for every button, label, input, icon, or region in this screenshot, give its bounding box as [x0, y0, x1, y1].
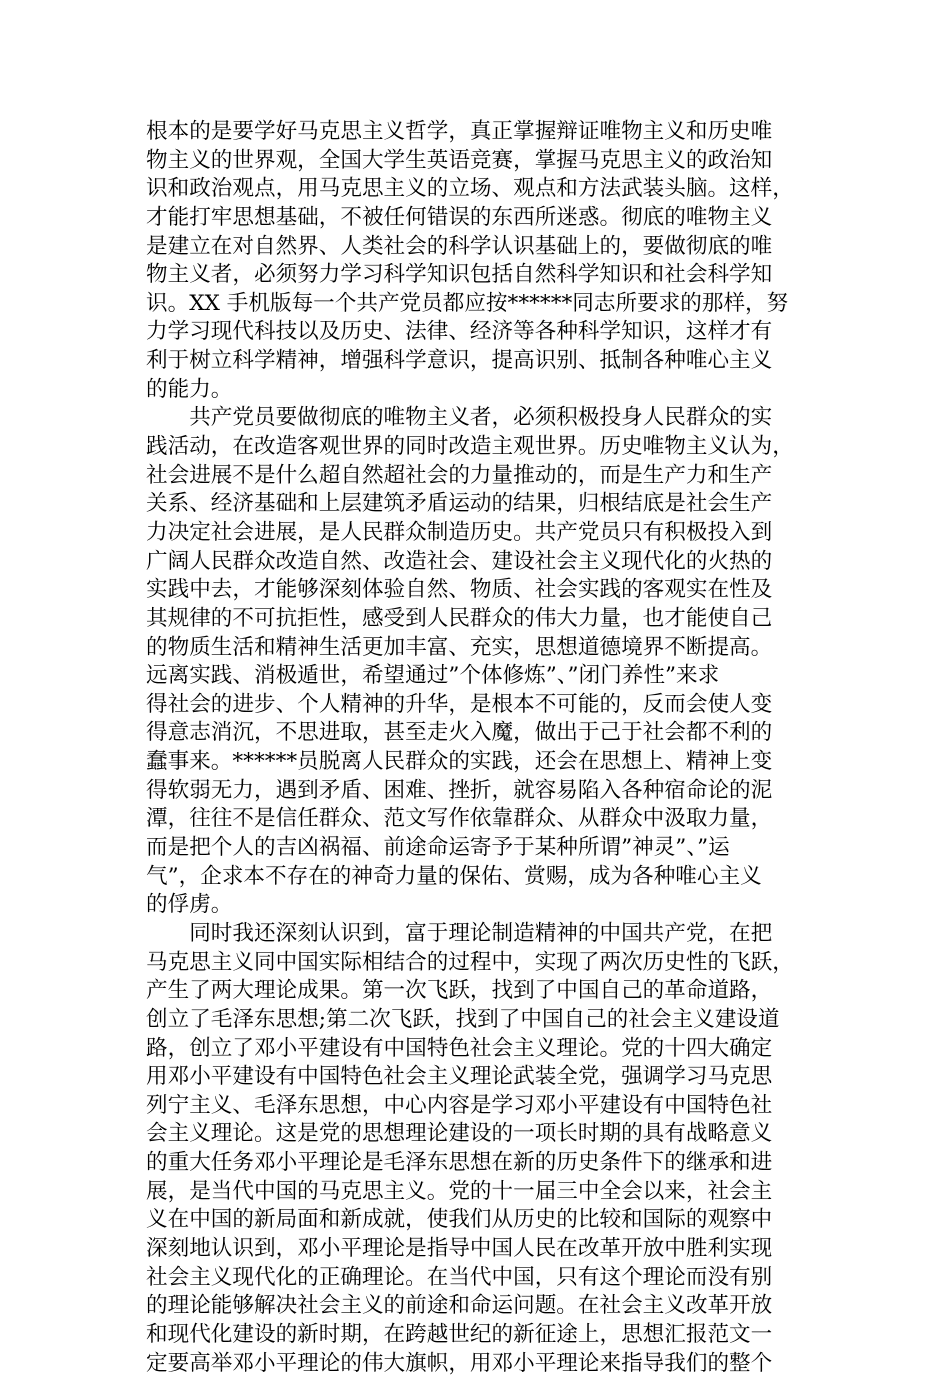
- text-line: 广阔人民群众改造自然、改造社会、建设社会主义现代化的火热的: [146, 548, 773, 574]
- text-line: 力学习现代科技以及历史、法律、经济等各种科学知识，这样才有: [146, 319, 773, 345]
- text-line: 会主义理论。这是党的思想理论建设的一项长时期的具有战略意义: [146, 1121, 773, 1147]
- text-line: 深刻地认识到，邓小平理论是指导中国人民在改革开放中胜利实现: [146, 1235, 773, 1261]
- text-line: 才能打牢思想基础，不被任何错误的东西所迷惑。彻底的唯物主义: [146, 204, 773, 230]
- text-line: 物主义者，必须努力学习科学知识包括自然科学知识和社会科学知: [146, 262, 773, 288]
- text-line: 远离实践、消极遁世，希望通过”个体修炼”、”闭门养性”来求: [146, 663, 720, 689]
- text-line: 列宁主义、毛泽东思想，中心内容是学习邓小平建设有中国特色社: [146, 1092, 773, 1118]
- paragraph-1: [146, 118, 811, 404]
- text-line: 得意志消沉，不思进取，甚至走火入魔，做出于己于社会都不利的: [146, 720, 773, 746]
- text-line: 社会进展不是什么超自然超社会的力量推动的，而是生产力和生产: [146, 462, 773, 488]
- text-line: 物主义的世界观，全国大学生英语竞赛，掌握马克思主义的政治知: [146, 147, 773, 173]
- text-line: 共产党员要做彻底的唯物主义者，必须积极投身人民群众的实: [146, 405, 773, 431]
- text-line: 路，创立了邓小平建设有中国特色社会主义理论。党的十四大确定: [146, 1035, 773, 1061]
- text-line: 社会主义现代化的正确理论。在当代中国，只有这个理论而没有别: [146, 1264, 773, 1290]
- text-line: 识。XX 手机版每一个共产党员都应按******同志所要求的那样，努: [146, 290, 789, 316]
- text-line: 马克思主义同中国实际相结合的过程中，实现了两次历史性的飞跃，: [146, 949, 794, 975]
- text-line: 力决定社会进展，是人民群众制造历史。共产党员只有积极投入到: [146, 519, 773, 545]
- text-line: 的物质生活和精神生活更加丰富、充实，思想道德境界不断提高。: [146, 634, 773, 660]
- text-line: 定要高举邓小平理论的伟大旗帜，用邓小平理论来指导我们的整个: [146, 1350, 773, 1376]
- text-line: 创立了毛泽东思想;第二次飞跃，找到了中国自己的社会主义建设道: [146, 1006, 780, 1032]
- text-line: 义在中国的新局面和新成就，使我们从历史的比较和国际的观察中: [146, 1207, 773, 1233]
- text-line: 得社会的进步、个人精神的升华，是根本不可能的，反而会使人变: [146, 691, 773, 717]
- text-line: 的俘虏。: [146, 892, 233, 918]
- text-line: 是建立在对自然界、人类社会的科学认识基础上的，要做彻底的唯: [146, 233, 773, 259]
- body-text: [146, 118, 811, 1378]
- text-line: 而是把个人的吉凶祸福、前途命运寄予于某种所谓”神灵”、”运: [146, 835, 730, 861]
- text-line: 用邓小平建设有中国特色社会主义理论武装全党，强调学习马克思: [146, 1064, 773, 1090]
- text-line: 根本的是要学好马克思主义哲学，真正掌握辩证唯物主义和历史唯: [146, 119, 773, 144]
- text-line: 其规律的不可抗拒性，感受到人民群众的伟大力量，也才能使自己: [146, 605, 773, 631]
- text-line: 得软弱无力，遇到矛盾、困难、挫折，就容易陷入各种宿命论的泥: [146, 777, 773, 803]
- text-line: 潭，往往不是信任群众、范文写作依靠群众、从群众中汲取力量，: [146, 806, 773, 832]
- text-line: 的能力。: [146, 376, 233, 402]
- text-line: 践活动，在改造客观世界的同时改造主观世界。历史唯物主义认为，: [146, 434, 794, 460]
- text-line: 产生了两大理论成果。第一次飞跃，找到了中国自己的革命道路，: [146, 978, 773, 1004]
- text-line: 的重大任务邓小平理论是毛泽东思想在新的历史条件下的继承和进: [146, 1150, 773, 1176]
- text-line: 关系、经济基础和上层建筑矛盾运动的结果，归根结底是社会生产: [146, 491, 773, 517]
- text-line: 同时我还深刻认识到，富于理论制造精神的中国共产党，在把: [146, 920, 773, 946]
- text-line: 展，是当代中国的马克思主义。党的十一届三中全会以来，社会主: [146, 1178, 773, 1204]
- text-line: 利于树立科学精神，增强科学意识，提高识别、抵制各种唯心主义: [146, 348, 773, 374]
- text-line: 气”，企求本不存在的神奇力量的保佑、赏赐，成为各种唯心主义: [146, 863, 762, 889]
- text-line: 实践中去，才能够深刻体验自然、物质、社会实践的客观实在性及: [146, 577, 773, 603]
- paragraph-2: [146, 404, 811, 920]
- text-line: 识和政治观点，用马克思主义的立场、观点和方法武装头脑。这样，: [146, 176, 794, 202]
- text-line: 和现代化建设的新时期，在跨越世纪的新征途上，思想汇报范文一: [146, 1321, 773, 1347]
- text-line: 蠢事来。******员脱离人民群众的实践，还会在思想上、精神上变: [146, 749, 773, 775]
- paragraph-3: [146, 920, 811, 1378]
- text-line: 的理论能够解决社会主义的前途和命运问题。在社会主义改革开放: [146, 1293, 773, 1319]
